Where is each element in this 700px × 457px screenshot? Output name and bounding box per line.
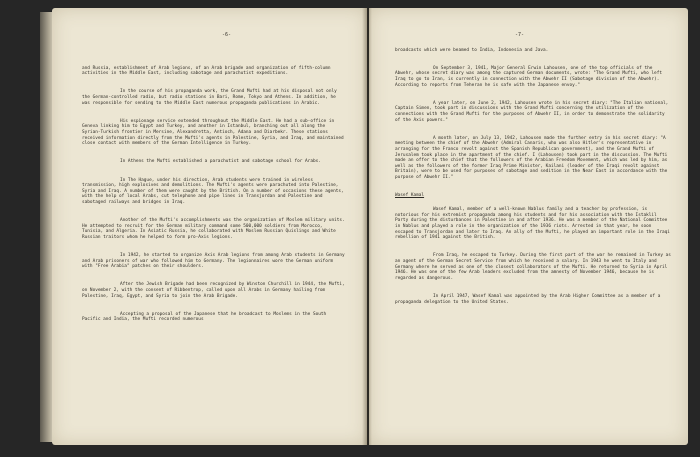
paragraph: In the course of his propaganda work, the Grand Mufti had at his disposal not only the German-controlled radio, but radio stations in Bari, Rome, Tokyo and Athens. In addition, he was responsible for sending to the Middle East numerous propaganda publications in Arabic. [82, 89, 337, 106]
book-gutter [362, 8, 372, 445]
paragraph: In The Hague, under his direction, Arab students were trained in wireless transmission, high explosives and demolitions. The Mufti's agents were parachuted into Palestine, Syria and Iraq. A number of them were caught by the British. On a number of occasions these agents, with the help of local Arabs, cut telephone and pipe lines in Transjordan and Palestine and sabotaged railways and bridges in Iraq. [82, 177, 344, 205]
left-page [52, 8, 367, 445]
paragraph: and Russia, establishment of Arab legions, of an Arab brigade and organization of fifth-column activities in the Middle East, including sabotage and parachutist expeditions. [82, 65, 331, 77]
left-page-text [82, 60, 346, 336]
paragraph: In 1942, he started to organize Axis Arab legions from among Arab students in Germany and Arab prisoners of war who followed him to Germany. The legionnaires wore the German uniform with "Free Arabia" patches on their shoulders. [82, 253, 345, 270]
paragraph: In Athens the Mufti established a parachutist and sabotage school for Arabs. [120, 159, 321, 165]
paragraph: After the Jewish Brigade had been recognized by Winston Churchill in 1944, the Mufti, on November 2, with the consent of Ribbentrop, called upon all Arabs in Germany hailing from Palestine, Iraq, Egypt, and Syria to join the Arab Brigade. [82, 282, 345, 299]
paragraph: From Iraq, he escaped to Turkey. During the first part of the war he remained in Turkey as an agent of the German Secret Service from which he received a salary. In 1943 he went to Italy and Germany where he served as one of the closest collaborators of the Mufti. He returned to Syria in April 1946. He was one of the few Arab leaders excluded from the amnesty of November 1946, because he is regarded as dangerous. [395, 253, 671, 281]
paragraph: broadcasts which were beamed to India, Indonesia and Java. [395, 47, 549, 53]
paragraph: His espionage service extended throughout the Middle East. He had a sub-office in Geneva linking him to Egypt and Turkey, and another in Istanbul, branching out all along the Syrian-Turkish frontier in Mersine, Alexandretta, Antioch, Adana and Diarbekr. These stations received information directly from the Mufti's agents in Palestine, Syria, and Iraq, and maintained close contact with members of the German Intelligence in Turkey. [82, 118, 344, 147]
right-page [369, 8, 688, 445]
paragraph: Another of the Mufti's accomplishments was the organization of Moslem military units. He attempted to recruit for the German military command some 500,000 soldiers from Morocco, Tunisia, and Algeria. In Asiatic Russia, he collaborated with Moslem Russian Quislings and White Russian traitors whom he helped to form pro-Axis legions. [82, 218, 345, 240]
right-page-text [395, 42, 671, 318]
left-page-number: -6- [222, 32, 232, 38]
section-heading: Wasef Kamal [395, 193, 425, 199]
paragraph: In April 1947, Wasef Kamal was appointed by the Arab Higher Committee as a member of a propaganda delegation to the United States. [395, 293, 661, 305]
paragraph: A year later, on June 2, 1942, Lahousen wrote in his secret diary: "The Italian national, Captain Simen, took part in discussions with the Grand Mufti concerning the utilization of the connections with the Grand Mufti for the purposes of Abwehr II, in order to demonstrate the solidarity of the Axis powers." [395, 100, 669, 123]
paragraph: Wasef Kamal, member of a well-known Nablus family and a teacher by profession, is notorious for his extremist propaganda among his students and for his association with the Istaklil Party during the disturbances in Palestine in and after 1936. He was a member of the National Committee in Nablus and played a role in the organization of the 1936 riots. Arrested in that year, he soon escaped to Transjordan and later to Iraq. An ally of the Mufti, he played an important role in the Iraqi rebellion of 1941 against the British. [395, 207, 670, 241]
right-page-number: -7- [515, 32, 525, 38]
paragraph: On September 3, 1941, Major General Erwin Lahousen, one of the top officials of the Abwehr, whose secret diary was among the captured German documents, wrote: "The Grand Mufti, who left Iraq to go to Iran, is currently in connection with the Abwehr II (Sabotage division of the Abwehr). According to reports from Teheran he is safe with the Japanese envoy." [395, 65, 662, 88]
paragraph: A month later, on July 13, 1942, Lahousen made the further entry in his secret diary: "A meeting between the chief of the Abwehr (Admiral Canaris, who was also Hitler's representative in arranging for the Franco revolt against the Spanish Republican government), and the Grand Mufti of Jerusalem took place in the apartment of the chief. I (Lahousen) took part in the discussion. The Mufti made an offer to the chief that the followers of the Arabian Freedom Movement, which was led by him, as well as the followers of the former Iraq Prime Minister, Kailani (leader of the Iraqi revolt against Britain), were to be used for purposes of sabotage and sedition in the Near East in accordance with the purpose of Abwehr II." [395, 135, 668, 180]
paragraph: Accepting a proposal of the Japanese that he broadcast to Moslems in the South Pacific and India, the Mufti recorded numerous [82, 311, 327, 323]
